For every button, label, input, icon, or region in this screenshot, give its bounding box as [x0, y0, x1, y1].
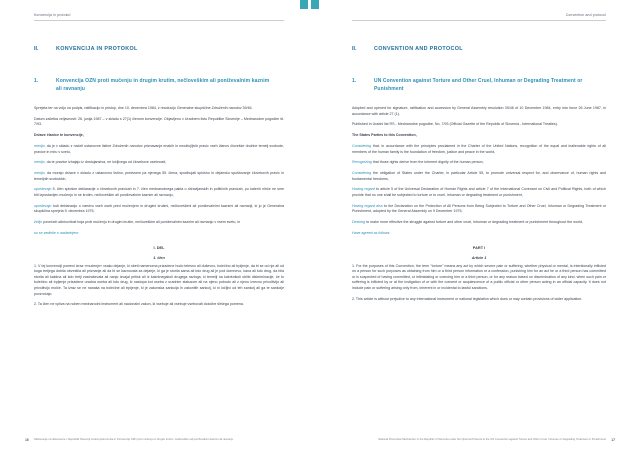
left-section-title: KONVENCIJA IN PROTOKOL — [56, 46, 138, 52]
left-clause-lead-6: želijo — [34, 220, 43, 225]
left-footnote: Sklicevanje na dokumente v Republiki Sloveniji za Evropski komite in Konvencijo OZN proti mučenju in drugim krutim, nečloveškim ali poniževalnim kaznim ali ravnanju — [34, 438, 234, 442]
right-clause-text-3: the obligation of States under the Charter, in particular Article 55, to promote universal respect for, and observance of, human rights and fundamental freedoms, — [352, 171, 606, 181]
right-clause-6 — [352, 220, 606, 226]
left-clause-2 — [34, 160, 284, 166]
right-parties-title: The States Parties to this Convention, — [352, 133, 417, 138]
running-head-right: Convention and protocol — [565, 13, 606, 17]
right-clause-text-6: to make more effective the struggle against torture and other cruel, inhuman or degrading treatment or punishment throughout the world, — [366, 220, 583, 225]
right-clause-2 — [352, 160, 606, 166]
right-intro-paragraph-2: Published in Uradni list RS - Mednarodne pogodbe, No. 7/93 (Official Gazette of the Republic of Slovenia - International Treaties). — [352, 122, 558, 127]
right-clause-text-1: that, in accordance with the principles proclaimed in the Charter of the United Nations, recognition of the equal and inalienable rights of all members of the human family is the foundation of freedom, justice and peace in the world, — [352, 143, 606, 154]
left-clause-lead-2: menijo, — [34, 160, 46, 165]
left-clause-text-2: da te pravice izhajajo iz dostojanstva, ne ločljivega od človekove osebnosti, — [46, 160, 167, 165]
left-parties-title: Države članice te konvencije, — [34, 133, 84, 138]
left-clause-lead-5: upoštevajo — [34, 203, 52, 208]
header-rule-left — [34, 20, 284, 21]
right-clause-3 — [352, 171, 606, 182]
tab-marker-1 — [300, 0, 308, 9]
right-clause-lead-1: Considering — [352, 143, 372, 148]
right-subsection-heading — [352, 78, 606, 96]
left-clause-text-4: 5. člen splošne deklaracije o človekovih pravicah in 7. člen mednarodnega pakta o državljanskih in političnih pravicah, po katerih nihče ne sme biti izpostavljen mučenju in ne krutim, nečloveškim ali poniževalnim kaznim ali ravnanju, — [34, 187, 284, 198]
left-intro-paragraph-2: Datum začetka veljavnosti: 26. junija 1987 – v skladu s 27(1) členom konvencije. Objavljeno v Uradnem listu Republike Slovenije – Mednarodne pogodbe št. 7/93. — [34, 116, 284, 127]
left-agree-line: so se zedinile o naslednjem: — [34, 231, 80, 235]
left-clause-1 — [34, 144, 284, 155]
left-part-title: I. DEL — [153, 244, 165, 250]
left-subsection-number: 1. — [34, 78, 39, 84]
right-clause-lead-6: Desiring — [352, 220, 366, 225]
left-article-paragraph-2: 2. Ta člen ne vpliva na noben mednarodni instrument ali nacionalni zakon, ki vsebuje ali vsebuje vsebovati določbe širšega pomena. — [34, 302, 244, 307]
header-rule-right — [352, 20, 606, 21]
left-article-title: 1. člen — [153, 255, 165, 260]
right-section-heading — [352, 46, 606, 64]
running-head-left: Konvencija in protokol — [34, 13, 71, 17]
right-clause-text-2: that those rights derive from the inherent dignity of the human person, — [372, 160, 484, 165]
right-clause-lead-5: Having regard also — [352, 203, 383, 208]
right-clause-text-5: to the Declaration on the Protection of All Persons from Being Subjected to Torture and Other Cruel, Inhuman or Degrading Treatment or Punishment, adopted by the General Assembly on 9 December 1975, — [352, 203, 606, 214]
right-clause-lead-4: Having regard — [352, 187, 375, 192]
left-clause-lead-1: menijo, — [34, 143, 46, 148]
left-article-paragraph-1: 1. V tej konvenciji pomeni izraz »mučenje« vsako dejanje, ki obeti namenoma prizadene hudo telesno ali duševno, bolečino ali trpljenje, da bi se od nje ali od koga tretjega dobila obvestila ali priznanje ali da bi se kaznovala za dejanje, ki ga je storila sama ali kdo drug ali je pod domnevo, kana ali kdo drug, da bila storila ali kakšna ali kdo tretji zastraševala ali nanjo izvajal pritisk ali iz kakršnegakoli drugega razloga, ki temelji na kakršnikoli obliki diskriminacije, če to bolečino ali trpljenje prizadene uradna oseba ali kdo drug, ki nastopa kot oseba z uradnim statusom ali na njeno pobudo ali z njeno izrecno privolitvijo ali privolitvijo molče. Ta izraz se ne nanaša na bolečine ali trpljenje, ki je zakonska sankcija in zakonitih sankcij, ki ni ločljivi od teh sankcij ali ga te sankcije povzročajo. — [34, 263, 284, 296]
left-intro-paragraph-1: Sprejeta ter na voljo za podpis, ratifikacijo in pristop, dne 10. decembra 1984, z resolucijo Generalne skupščine Združenih narodov 39/46. — [34, 106, 253, 110]
left-subsection-heading — [34, 78, 284, 96]
left-clause-3 — [34, 171, 284, 182]
right-article-paragraph-2: 2. This article is without prejudice to any international instrument or national legislation which does or may contain provisions of wider application. — [352, 296, 583, 301]
left-section-number: II. — [34, 46, 39, 52]
left-clause-4 — [34, 187, 284, 198]
left-clause-text-3: da morajo države v skladu z ustanovno listino, predvsem pa njenega 55. člena, spodbujati splošno in dejansko spoštovanje človekovih pravic in temeljnih svoboščin, — [34, 171, 284, 181]
right-page-number: 17 — [611, 438, 615, 442]
left-clause-5 — [34, 204, 284, 215]
tab-marker-2 — [311, 0, 319, 9]
left-clause-text-6: povečati učinkovitost boja proti mučenju in drugim krutim, nečloveškim ali poniževalnim kaznim ali ravnanju v vsem svetu, in — [43, 220, 241, 225]
left-clause-6 — [34, 220, 284, 226]
left-section-heading — [34, 46, 284, 64]
left-page-column — [34, 46, 284, 313]
right-page-column — [352, 46, 606, 308]
right-clause-lead-2: Recognizing — [352, 160, 372, 165]
right-part-title: PART I — [472, 244, 486, 250]
right-clause-4 — [352, 187, 606, 198]
left-clause-text-1: da je v skladu z načeli ustanovne listine Združenih narodov priznavanje enakih in neodtujljivih pravic vseh članov človeške družine temelj svobode, pravice in miru v svetu, — [34, 143, 284, 154]
right-agree-line: Have agreed as follows: — [352, 231, 391, 235]
right-subsection-number: 1. — [352, 78, 357, 84]
right-clause-1 — [352, 144, 606, 155]
right-intro-paragraph-1: Adopted and opened for signature, ratification and accession by General Assembly resolution 39/46 of 10 December 1984, entry into force 26 June 1987, in accordance with article 27 (1). — [352, 106, 606, 116]
right-article-paragraph-1: 1. For the purposes of this Convention, the term "torture" means any act by which severe pain or suffering, whether physical or mental, is intentionally inflicted on a person for such purposes as obtaining from him or a third person information or a confession, punishing him for an act he or a third person has committed or is suspected of having committed, or intimidating or coercing him or a third person, or for any reason based on discrimination of any kind, when such pain or suffering is inflicted by or at the instigation of or with the consent or acquiescence of a public official or other person acting in an official capacity. It does not include pain or suffering arising only from, inherent in or incidental to lawful sanctions. — [352, 263, 606, 290]
left-page-number: 16 — [25, 438, 29, 442]
left-clause-lead-3: menijo, — [34, 171, 46, 176]
left-clause-text-5: tudi deklaracijo o varstvu vseh oseb pred mučenjem in drugimi krutimi, nečloveškimi ali poniževalnimi kaznimi ali ravnanji, ki jo je Generalna skupščina sprejela 9. decembra 1975, — [34, 203, 284, 214]
right-subsection-title: UN Convention against Torture and Other Cruel, Inhuman or Degrading Treatment or Punishment — [374, 78, 583, 92]
right-clause-lead-3: Considering — [352, 171, 372, 176]
right-clause-text-4: to article 5 of the Universal Declaration of Human Rights and article 7 of the International Covenant on Civil and Political Rights, both of which provide that no one shall be subjected to torture or to cruel, inhuman or degrading treatment or punishment, — [352, 187, 606, 198]
right-section-title: CONVENTION AND PROTOCOL — [374, 46, 463, 52]
right-section-number: II. — [352, 46, 357, 52]
right-clause-5 — [352, 204, 606, 215]
left-clause-lead-4: upoštevajo — [34, 187, 52, 192]
right-article-title: Article 1 — [471, 255, 487, 260]
left-subsection-title: Konvencija OZN proti mučenju in drugim krutim, nečloveškim ali poniževalnim kaznim ali ravnanju — [56, 78, 270, 92]
right-footnote: National Preventive Mechanism in the Republic of Slovenia under the Optional Protocol to the UN Convention against Torture and Other Cruel, Inhuman or Degrading Treatment or Punishment — [378, 438, 606, 442]
